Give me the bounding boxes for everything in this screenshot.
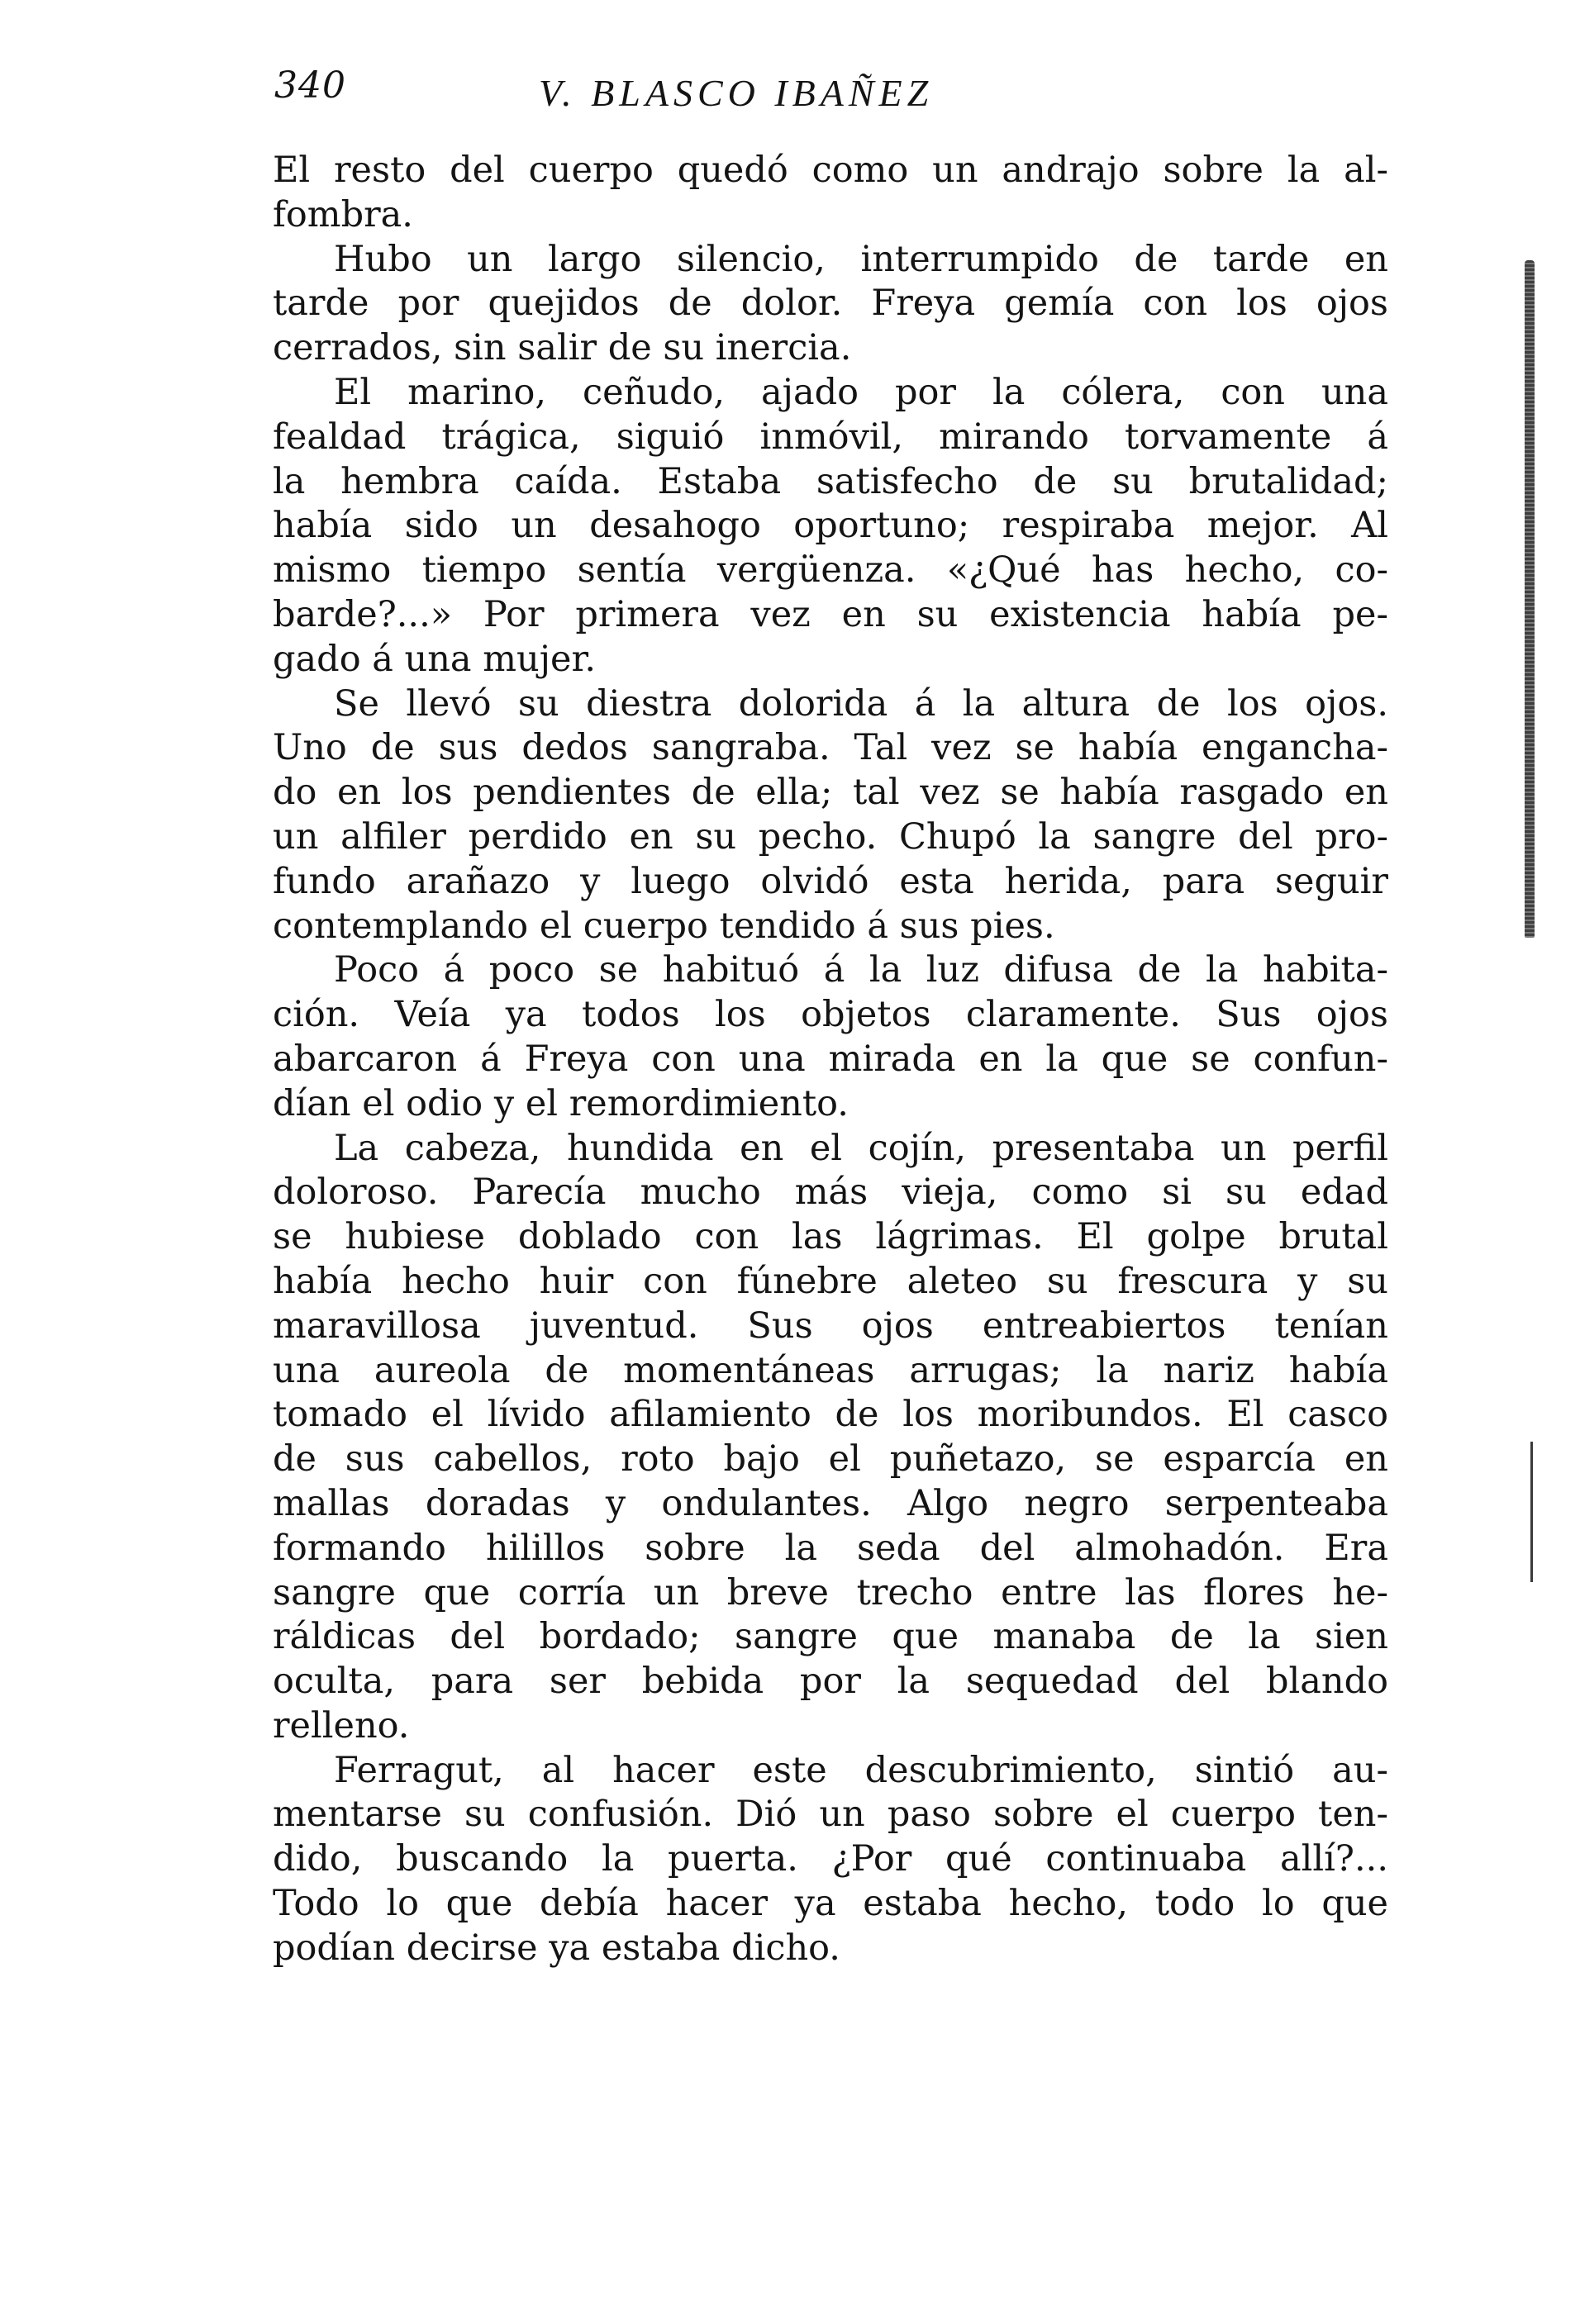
page-number: 340 bbox=[274, 64, 346, 107]
text-line: había hecho huir con fúnebre aleteo su frescura y su bbox=[273, 1260, 1388, 1302]
text-line: dían el odio y el remordimiento. bbox=[273, 1082, 849, 1124]
text-line: Se llevó su diestra dolorida á la altura de los ojos. bbox=[334, 682, 1388, 725]
text-line: tomado el lívido afilamiento de los moribundos. El casco bbox=[273, 1394, 1388, 1436]
text-line: relleno. bbox=[273, 1704, 410, 1747]
text-line: oculta, para ser bebida por la sequedad del blando bbox=[273, 1661, 1388, 1703]
page-edge-mark bbox=[1525, 260, 1535, 938]
text-line: de sus cabellos, roto bajo el puñetazo, se esparcía en bbox=[273, 1438, 1388, 1480]
text-line: cerrados, sin salir de su inercia. bbox=[273, 327, 852, 369]
text-line: mentarse su confusión. Dió un paso sobre el cuerpo ten- bbox=[273, 1794, 1388, 1836]
text-line: El marino, ceñudo, ajado por la cólera, con una bbox=[334, 371, 1388, 413]
text-line: Todo lo que debía hacer ya estaba hecho, todo lo que bbox=[273, 1883, 1388, 1925]
text-line: se hubiese doblado con las lágrimas. El golpe brutal bbox=[273, 1216, 1388, 1258]
text-line: mallas doradas y ondulantes. Algo negro serpenteaba bbox=[273, 1482, 1388, 1524]
text-line: dido, buscando la puerta. ¿Por qué continuaba allí?... bbox=[273, 1838, 1388, 1880]
text-line: la hembra caída. Estaba satisfecho de su brutalidad; bbox=[273, 460, 1388, 502]
text-line: do en los pendientes de ella; tal vez se había rasgado en bbox=[273, 772, 1388, 814]
text-line: un alfiler perdido en su pecho. Chupó la sangre del pro- bbox=[273, 815, 1388, 858]
text-line: gado á una mujer. bbox=[273, 638, 596, 680]
text-line: El resto del cuerpo quedó como un andrajo sobre la al- bbox=[273, 150, 1388, 191]
text-line: barde?...» Por primera vez en su existencia había pe- bbox=[273, 593, 1388, 635]
text-line: fombra. bbox=[273, 193, 413, 235]
text-line: mismo tiempo sentía vergüenza. «¿Qué has hecho, co- bbox=[273, 549, 1388, 592]
text-line: ción. Veía ya todos los objetos claramente. Sus ojos bbox=[273, 994, 1388, 1036]
text-line: contemplando el cuerpo tendido á sus pies. bbox=[273, 905, 1055, 947]
text-line: La cabeza, hundida en el cojín, presentaba un perfil bbox=[334, 1127, 1388, 1169]
text-line: sangre que corría un breve trecho entre las flores he- bbox=[273, 1571, 1388, 1613]
text-line: Poco á poco se habituó á la luz difusa de la habita- bbox=[334, 949, 1388, 991]
text-line: podían decirse ya estaba dicho. bbox=[273, 1927, 840, 1969]
text-line: Hubo un largo silencio, interrumpido de tarde en bbox=[334, 238, 1388, 280]
body-text bbox=[273, 149, 1388, 1971]
running-head: V. BLASCO IBAÑEZ bbox=[539, 72, 934, 114]
page-edge-line bbox=[1530, 1442, 1533, 1582]
text-line: formando hilillos sobre la seda del almohadón. Era bbox=[273, 1527, 1388, 1569]
text-line: Uno de sus dedos sangraba. Tal vez se había engancha- bbox=[273, 727, 1388, 769]
text-line: Ferragut, al hacer este descubrimiento, sintió au- bbox=[334, 1749, 1388, 1791]
text-line: ráldicas del bordado; sangre que manaba de la sien bbox=[273, 1616, 1388, 1658]
text-line: tarde por quejidos de dolor. Freya gemía con los ojos bbox=[273, 283, 1388, 325]
text-line: una aureola de momentáneas arrugas; la nariz había bbox=[273, 1349, 1388, 1391]
text-line: fealdad trágica, siguió inmóvil, mirando torvamente á bbox=[273, 416, 1388, 458]
text-line: abarcaron á Freya con una mirada en la que se confun- bbox=[273, 1038, 1388, 1080]
text-line: fundo arañazo y luego olvidó esta herida, para seguir bbox=[273, 860, 1388, 902]
text-line: maravillosa juventud. Sus ojos entreabiertos tenían bbox=[273, 1305, 1388, 1347]
text-line: había sido un desahogo oportuno; respiraba mejor. Al bbox=[273, 505, 1388, 547]
text-line: doloroso. Parecía mucho más vieja, como si su edad bbox=[273, 1172, 1388, 1214]
